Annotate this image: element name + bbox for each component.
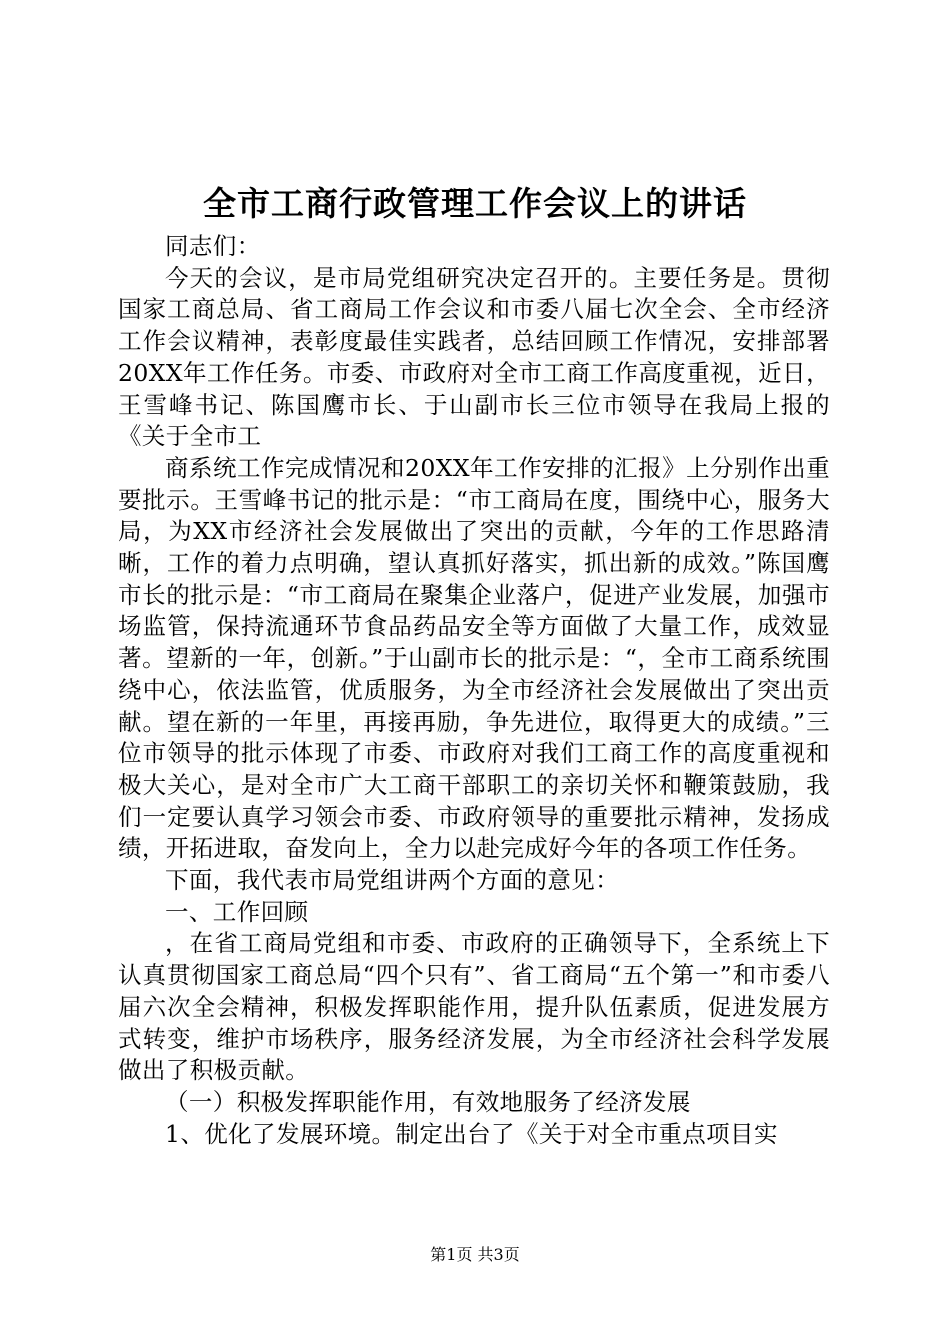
paragraph-item-1: 1、优化了发展环境。制定出台了《关于对全市重点项目实 [165, 1119, 778, 1148]
document-body [118, 231, 830, 1150]
paragraph-review: ，在省工商局党组和市委、市政府的正确领导下，全系统上下认真贯彻国家工商总局“四个只有”、省工商局“五个第一”和市委八届六次全会精神，积极发挥职能作用，提升队伍素质，促进发展方式转变，维护市场秩序，服务经济发展，为全市经济社会科学发展做出了积极贡献。 [118, 929, 830, 1085]
subsection-heading-1: （一）积极发挥职能作用，有效地服务了经济发展 [165, 1087, 691, 1116]
paragraph-salutation: 同志们： [165, 232, 261, 260]
paragraph-intro: 今天的会议，是市局党组研究决定召开的。主要任务是。贯彻国家工商总局、省工商局工作会议和市委八届七次全会、全市经济工作会议精神，表彰度最佳实践者，总结回顾工作情况，安排部署20XX年工作任务。市委、市政府对全市工商工作高度重视，近日，王雪峰书记、陈国鹰市长、于山副市长三位市领导在我局上报的《关于全市工 [118, 263, 830, 451]
section-heading-work-review: 一、工作回顾 [165, 897, 309, 926]
paragraph-opinions-intro: 下面，我代表市局党组讲两个方面的意见： [165, 866, 620, 895]
page-number: 第1页 共3页 [430, 1245, 520, 1264]
document-title: 全市工商行政管理工作会议上的讲话 [203, 184, 747, 223]
paragraph-instructions: 商系统工作完成情况和20XX年工作安排的汇报》上分别作出重要批示。王雪峰书记的批示是：“市工商局在度，围绕中心，服务大局，为XX市经济社会发展做出了突出的贡献，今年的工作思路清晰，工作的着力点明确，望认真抓好落实，抓出新的成效。”陈国鹰市长的批示是：“市工商局在聚集企业落户，促进产业发展，加强市场监管，保持流通环节食品药品安全等方面做了大量工作，成效显著。望新的一年，创新。”于山副市长的批示是：“，全市工商系统围绕中心，依法监管，优质服务，为全市经济社会发展做出了突出贡献。望在新的一年里，再接再励，争先进位，取得更大的成绩。”三位市领导的批示体现了市委、市政府对我们工商工作的高度重视和极大关心，是对全市广大工商干部职工的亲切关怀和鞭策鼓励，我们一定要认真学习领会市委、市政府领导的重要批示精神，发扬成绩，开拓进取，奋发向上，全力以赴完成好今年的各项工作任务。 [118, 453, 830, 863]
